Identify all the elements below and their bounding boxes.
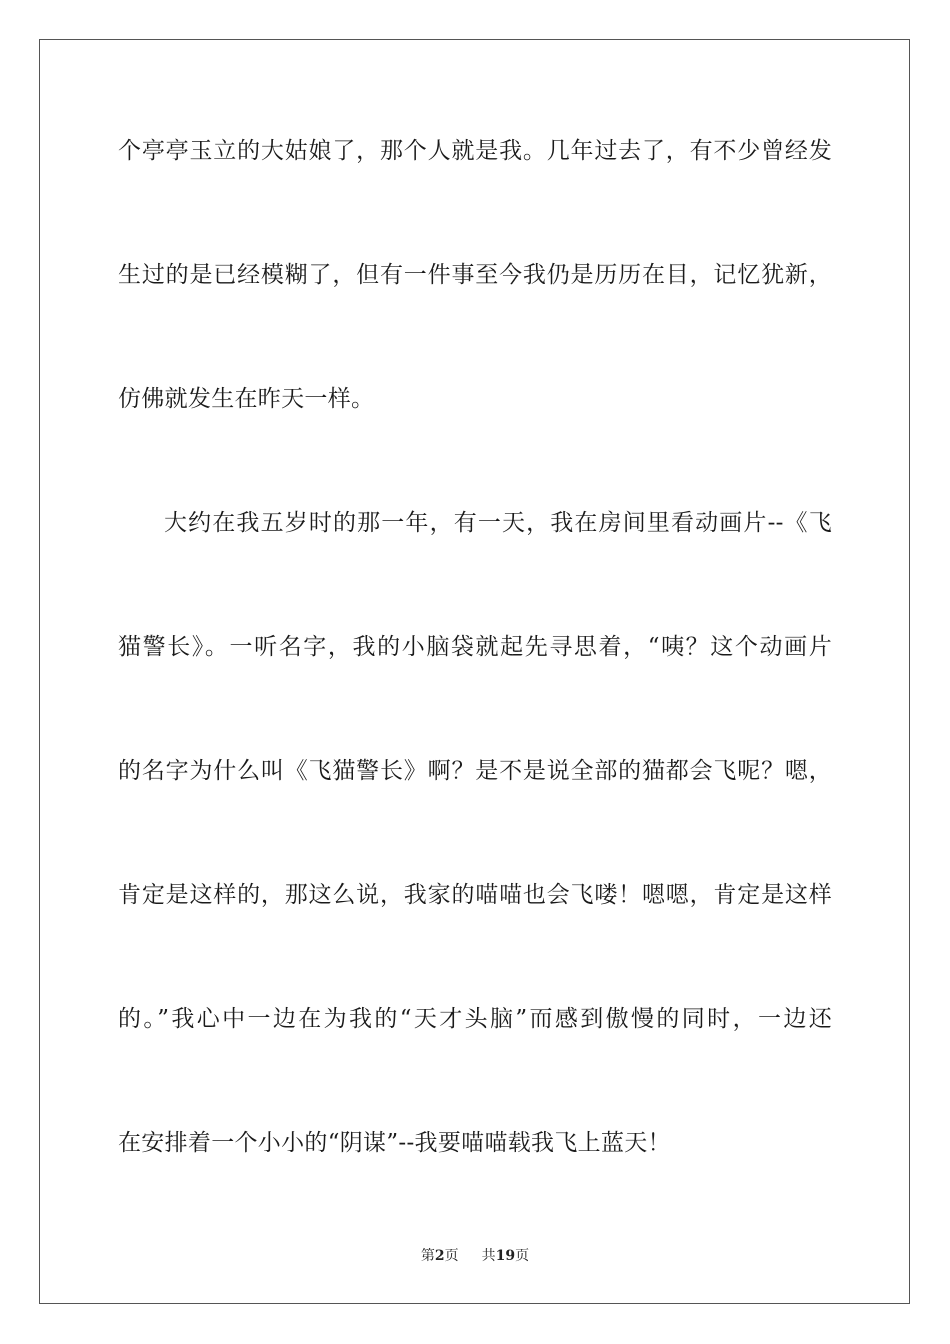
paragraph-line: 生过的是已经模糊了，但有一件事至今我仍是历历在目，记忆犹新， <box>118 262 832 288</box>
paragraph-line: 在安排着一个小小的“阴谋”--我要喵喵载我飞上蓝天！ <box>118 1130 671 1156</box>
total-count: 19 <box>495 1248 516 1264</box>
paragraph-line: 大约在我五岁时的那一年，有一天，我在房间里看动画片--《飞 <box>164 510 832 536</box>
total-suffix: 页 <box>515 1248 530 1264</box>
paragraph-line: 的。”我心中一边在为我的“天才头脑”而感到傲慢的同时，一边还 <box>118 1006 832 1032</box>
total-prefix: 共 <box>481 1248 496 1264</box>
paragraph-line: 的名字为什么叫《飞猫警长》啊？是不是说全部的猫都会飞呢？嗯， <box>118 758 832 784</box>
paragraph-line: 仿佛就发生在昨天一样。 <box>118 386 375 412</box>
current-page: 2 <box>434 1248 445 1264</box>
page-suffix: 页 <box>444 1248 459 1264</box>
page-number <box>421 1247 459 1265</box>
page-border <box>39 39 910 1304</box>
total-pages <box>482 1247 529 1265</box>
paragraph-line: 肯定是这样的，那这么说，我家的喵喵也会飞喽！嗯嗯，肯定是这样 <box>118 882 832 908</box>
page-prefix: 第 <box>420 1248 435 1264</box>
paragraph-line: 猫警长》。一听名字，我的小脑袋就起先寻思着，“咦？这个动画片 <box>118 634 832 660</box>
page-footer <box>0 1247 950 1265</box>
paragraph-line: 个亭亭玉立的大姑娘了，那个人就是我。几年过去了，有不少曾经发 <box>118 138 832 164</box>
